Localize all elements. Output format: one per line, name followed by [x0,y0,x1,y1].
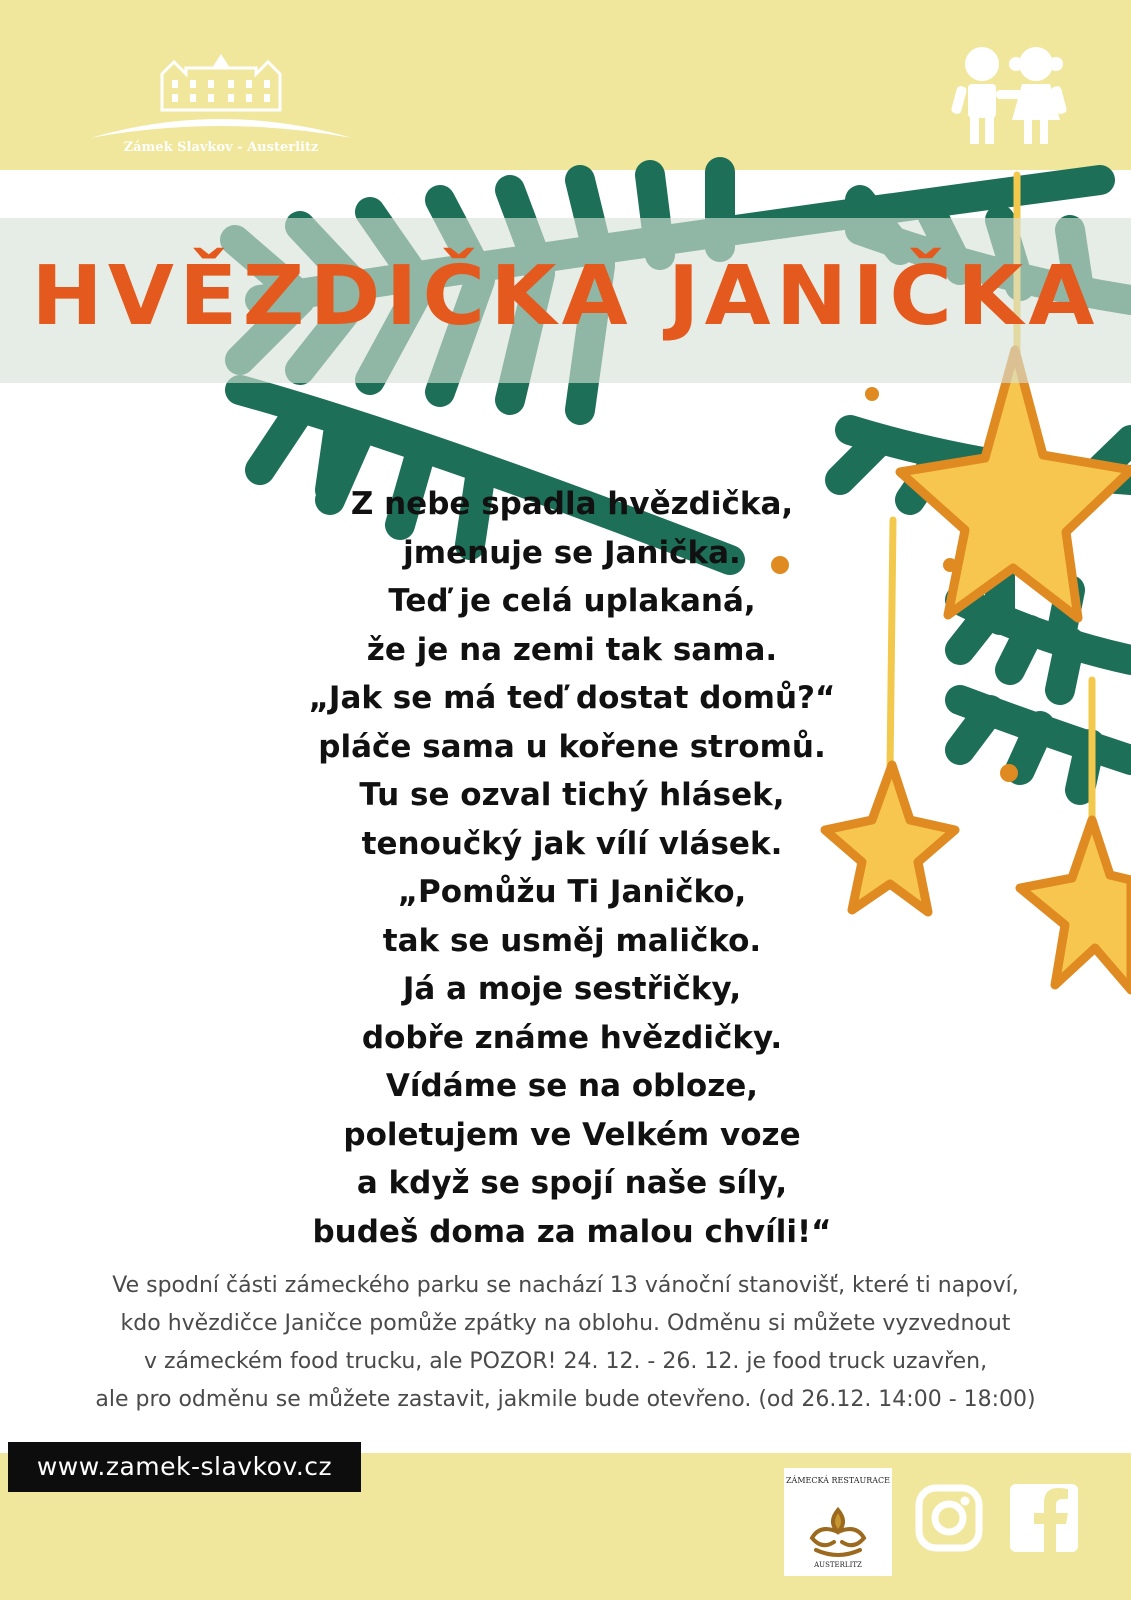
poem-line: že je na zemi tak sama. [366,631,778,668]
poem [222,480,922,1256]
info-text [30,1267,1101,1419]
children-icon [950,42,1070,147]
restaurant-logo-top-text: ZÁMECKÁ RESTAURACE [786,1476,890,1485]
instagram-icon[interactable] [915,1484,983,1552]
poem-line: pláče sama u kořene stromů. [318,728,826,765]
info-line: v zámeckém food trucku, ale POZOR! 24. 12. - 26. 12. je food truck uzavřen, [143,1349,988,1374]
restaurant-logo-icon [806,1504,870,1560]
poem-line: Teď je celá uplakaná, [388,583,756,619]
poem-line: jmenuje se Janička. [403,534,741,571]
poem-line: tenoučký jak vílí vlásek. [361,825,783,862]
info-line: ale pro odměnu se můžete zastavit, jakmile bude otevřeno. (od 26.12. 14:00 - 18:00) [95,1387,1036,1412]
restaurant-logo-bottom-text: AUSTERLITZ [814,1561,862,1569]
page-title: HVĚZDIČKA JANIČKA [31,249,1100,344]
website-link[interactable]: www.zamek-slavkov.cz [8,1442,361,1492]
restaurant-logo [784,1468,892,1576]
facebook-icon[interactable] [1010,1484,1078,1552]
info-line: kdo hvězdičce Janičce pomůže zpátky na oblohu. Odměnu si můžete vyzvednout [120,1311,1011,1336]
poem-line: dobře známe hvězdičky. [361,1019,783,1056]
castle-logo-icon [90,40,352,140]
info-line: Ve spodní části zámeckého parku se nachází 13 vánoční stanovišť, které ti napoví, [112,1273,1019,1298]
poem-line: poletujem ve Velkém voze [343,1116,801,1153]
logo-caption: Zámek Slavkov - Austerlitz [123,140,319,155]
poem-line: „Jak se má teď dostat domů?“ [308,680,836,716]
poem-line: tak se usměj maličko. [382,922,762,959]
poem-line: Vídáme se na obloze, [385,1068,759,1104]
poem-line: Tu se ozval tichý hlásek, [359,777,785,813]
poem-line: Já a moje sestřičky, [402,971,742,1007]
poem-line: Z nebe spadla hvězdička, [350,486,794,522]
poem-line: budeš doma za malou chvíli!“ [312,1213,832,1250]
poem-line: a když se spojí naše síly, [356,1165,788,1201]
poem-line: „Pomůžu Ti Janičko, [397,874,747,910]
